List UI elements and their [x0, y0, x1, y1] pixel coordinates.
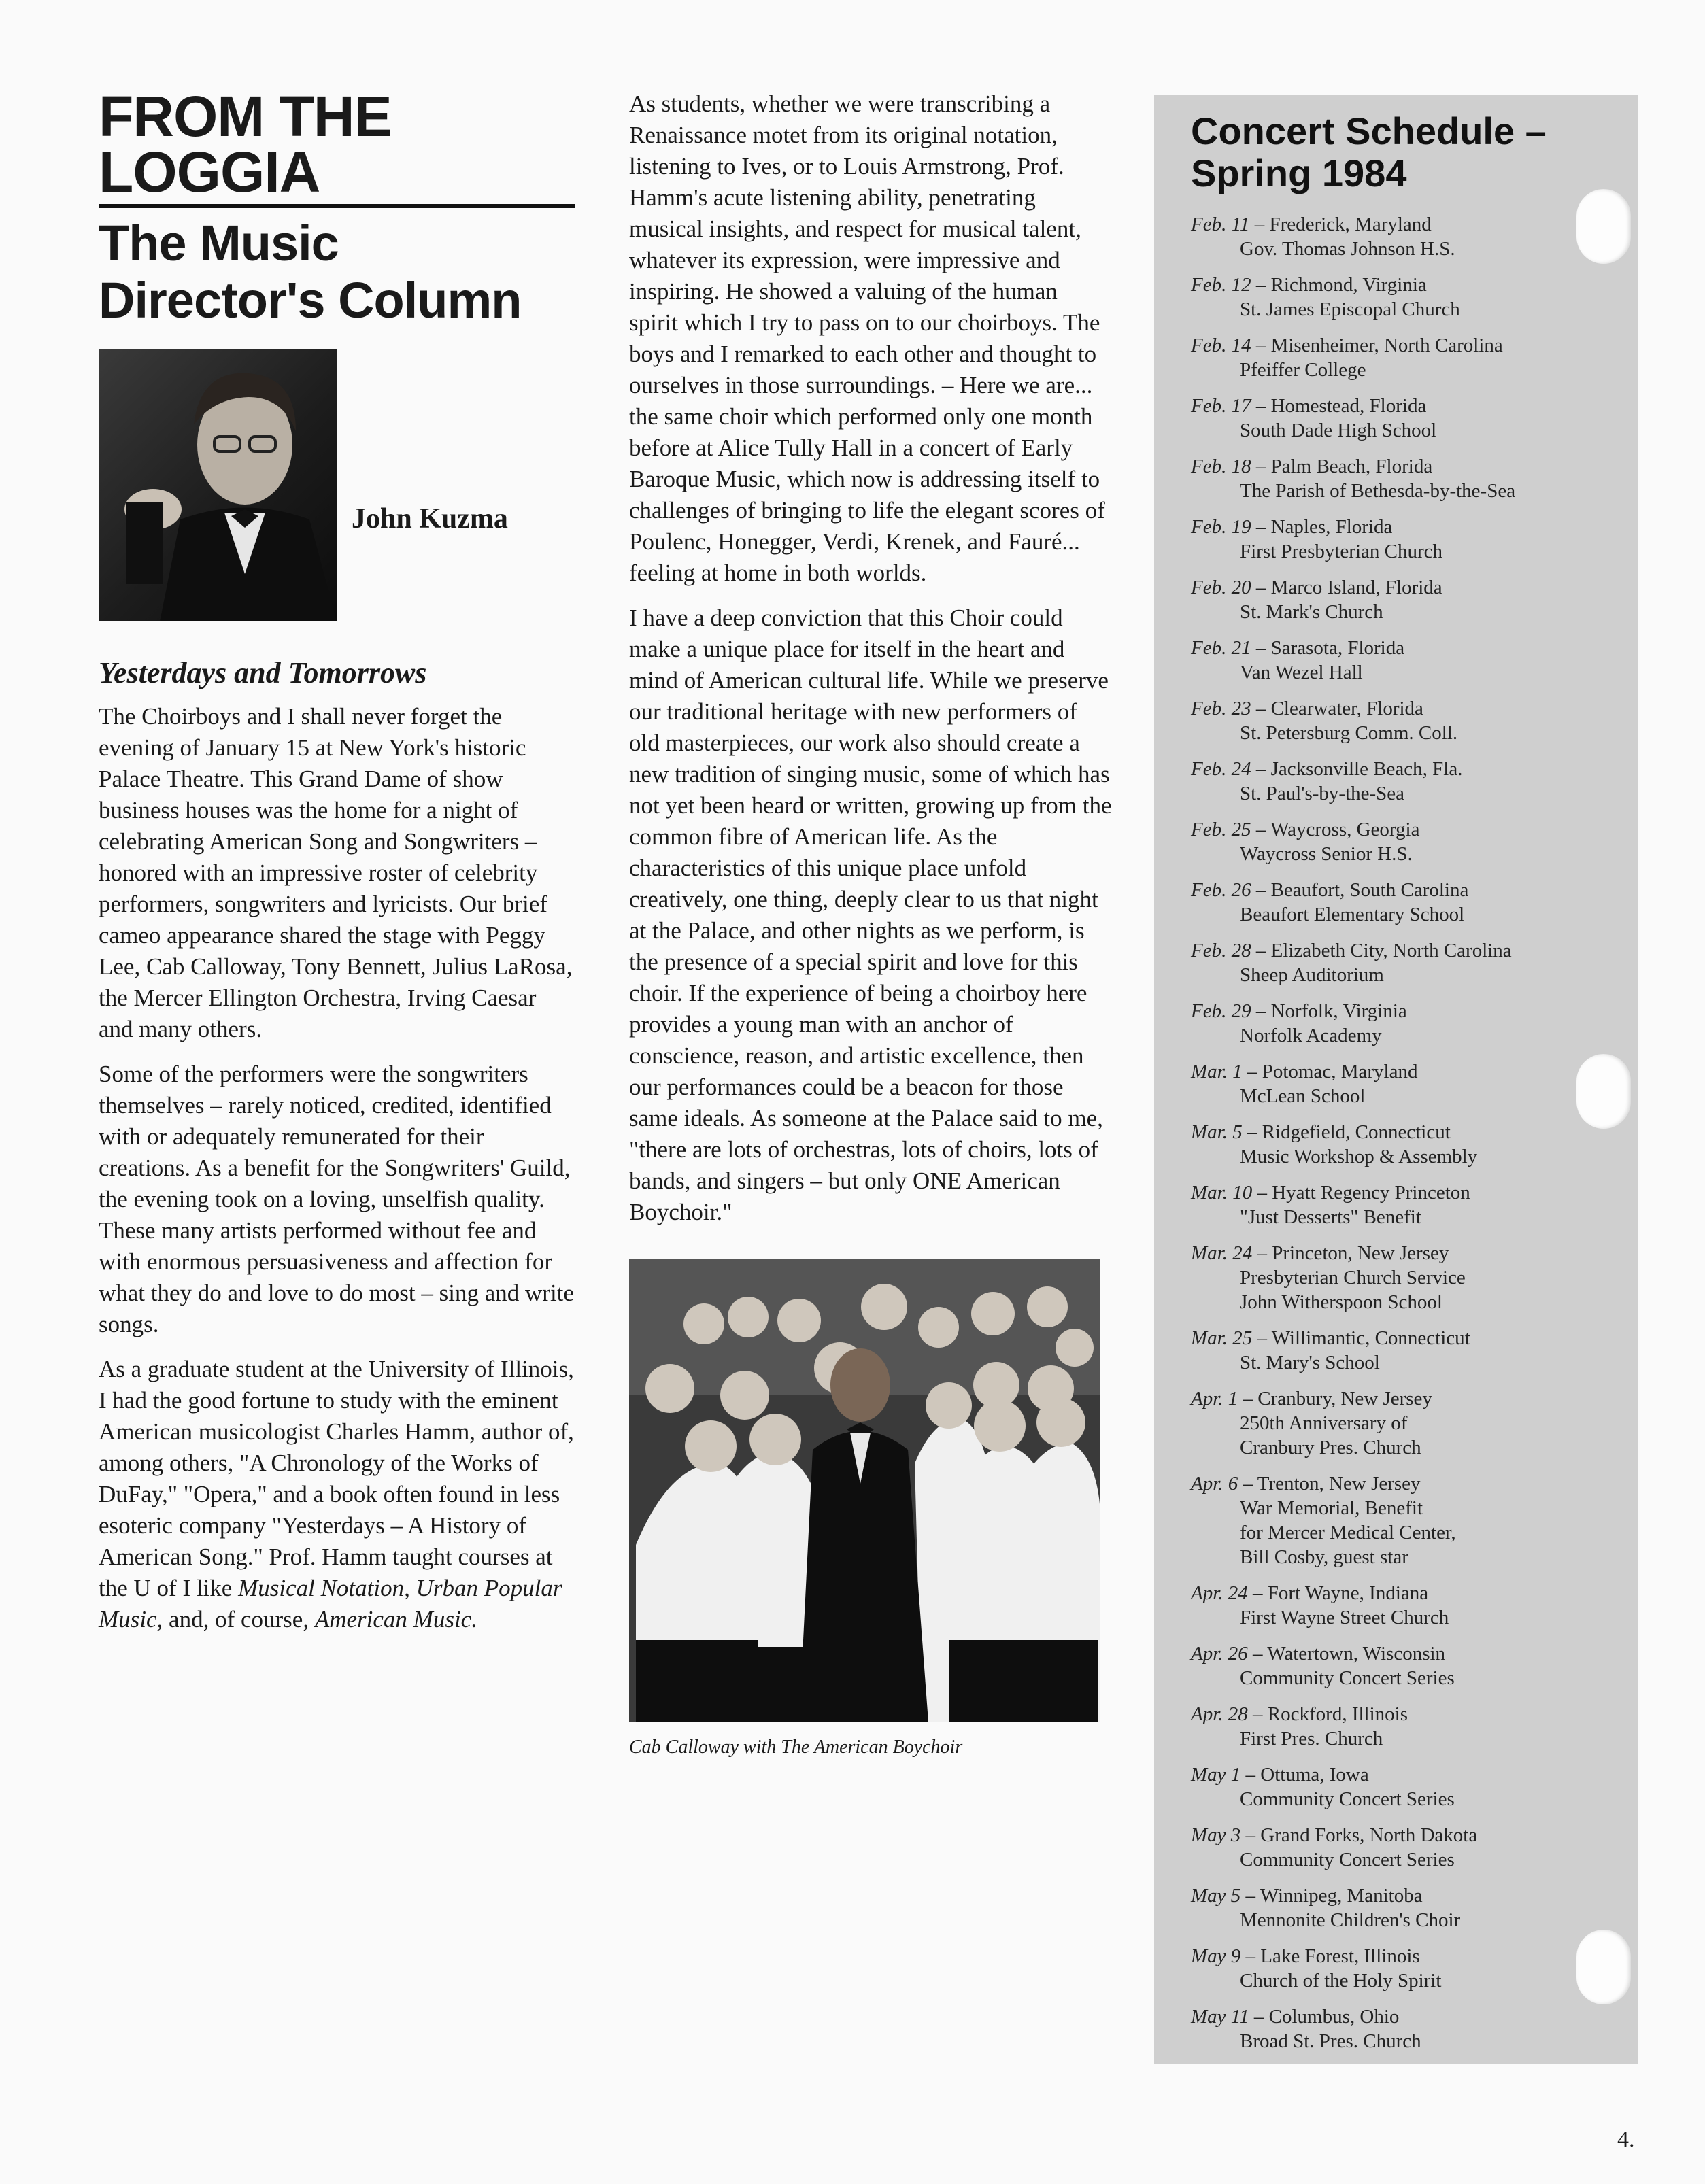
schedule-dash: –	[1251, 637, 1271, 659]
schedule-location: Misenheimer, North Carolina	[1270, 335, 1503, 356]
schedule-location: Winnipeg, Manitoba	[1260, 1885, 1423, 1907]
schedule-dash: –	[1240, 1824, 1261, 1846]
schedule-venue-line: Waycross Senior H.S.	[1240, 843, 1413, 865]
schedule-dash: –	[1251, 577, 1271, 598]
schedule-entry	[1191, 1180, 1638, 1229]
schedule-venue-line: Pfeiffer College	[1240, 359, 1366, 381]
paragraph-3	[99, 1354, 575, 1635]
schedule-entry	[1191, 1581, 1638, 1630]
schedule-dash: –	[1251, 335, 1271, 356]
schedule-entry-line-1	[1191, 878, 1638, 902]
schedule-entry	[1191, 878, 1638, 927]
schedule-entry-line-1	[1191, 1762, 1638, 1787]
schedule-location: Ridgefield, Connecticut	[1262, 1121, 1451, 1143]
schedule-dash: –	[1251, 456, 1271, 477]
schedule-location: Princeton, New Jersey	[1272, 1242, 1449, 1264]
schedule-date: Mar. 5	[1191, 1121, 1243, 1143]
schedule-entry-line-1	[1191, 1581, 1638, 1605]
schedule-venue-line: South Dade High School	[1240, 420, 1437, 441]
schedule-entry	[1191, 1702, 1638, 1751]
schedule-dash: –	[1251, 516, 1271, 538]
paragraph-2: Some of the performers were the songwriters themselves – rarely noticed, credited, identified with or adequately remunerated for their creations. As a benefit for the Songwriters' Guild, the evening took on a loving, unselfish quality. These many artists performed without fee and with enormous persuasiveness and affection for what they do and love to do most – sing and write songs.	[99, 1061, 574, 1337]
schedule-location: Grand Forks, North Dakota	[1260, 1824, 1478, 1846]
schedule-location: Naples, Florida	[1270, 516, 1393, 538]
schedule-dash: –	[1240, 1885, 1260, 1907]
schedule-entry	[1191, 1883, 1638, 1932]
schedule-entry-line-1	[1191, 273, 1638, 297]
schedule-date: Feb. 19	[1191, 516, 1251, 538]
schedule-entry	[1191, 1641, 1638, 1690]
binder-hole-top	[1576, 189, 1631, 264]
schedule-date: Mar. 25	[1191, 1327, 1253, 1349]
schedule-entry	[1191, 394, 1638, 443]
schedule-entry	[1191, 1059, 1638, 1108]
schedule-date: Apr. 26	[1191, 1643, 1248, 1665]
schedule-date: Feb. 18	[1191, 456, 1251, 477]
schedule-entry	[1191, 515, 1638, 564]
schedule-venue-line: The Parish of Bethesda-by-the-Sea	[1240, 480, 1516, 502]
schedule-entry-line-1	[1191, 1641, 1638, 1666]
schedule-date: Feb. 11	[1191, 214, 1250, 235]
portrait-image	[99, 349, 337, 621]
schedule-dash: –	[1251, 395, 1271, 417]
schedule-entry-line-1	[1191, 394, 1638, 418]
binder-hole-bottom	[1576, 1930, 1631, 2004]
schedule-entry	[1191, 696, 1638, 745]
schedule-entry-line-1	[1191, 333, 1638, 358]
schedule-dash: –	[1240, 1945, 1261, 1967]
schedule-date: Feb. 17	[1191, 395, 1251, 417]
article-subheading: Yesterdays and Tomorrows	[99, 656, 427, 689]
schedule-location: Willimantic, Connecticut	[1271, 1327, 1470, 1349]
schedule-entry	[1191, 1762, 1638, 1811]
schedule-date: Feb. 21	[1191, 637, 1251, 659]
schedule-entry-line-1	[1191, 999, 1638, 1023]
schedule-venue-line: Mennonite Children's Choir	[1240, 1909, 1461, 1931]
schedule-venue-line: Beaufort Elementary School	[1240, 904, 1465, 925]
schedule-dash: –	[1252, 1242, 1272, 1264]
schedule-entry-line-1	[1191, 817, 1638, 842]
schedule-entry-line-1	[1191, 1471, 1638, 1496]
schedule-entry	[1191, 1823, 1638, 1872]
schedule-venue-line: Norfolk Academy	[1240, 1025, 1382, 1046]
schedule-dash: –	[1251, 698, 1271, 719]
schedule-venue-line: Gov. Thomas Johnson H.S.	[1240, 238, 1455, 260]
schedule-dash: –	[1240, 1764, 1261, 1786]
middle-column	[629, 88, 1112, 1758]
schedule-location: Ottuma, Iowa	[1260, 1764, 1369, 1786]
schedule-location: Trenton, New Jersey	[1257, 1473, 1421, 1495]
concert-schedule-panel	[1154, 95, 1638, 2064]
schedule-location: Jacksonville Beach, Fla.	[1270, 758, 1463, 780]
schedule-date: Feb. 26	[1191, 879, 1251, 901]
paragraph-3-text-b: and, of course,	[163, 1606, 315, 1633]
schedule-date: May 3	[1191, 1824, 1241, 1846]
schedule-date: Apr. 28	[1191, 1703, 1248, 1725]
schedule-entry-line-1	[1191, 1120, 1638, 1144]
schedule-location: Potomac, Maryland	[1262, 1061, 1418, 1082]
schedule-entry-line-1	[1191, 1180, 1638, 1205]
schedule-dash: –	[1249, 2006, 1269, 2028]
schedule-dash: –	[1247, 1703, 1268, 1725]
schedule-location: Hyatt Regency Princeton	[1272, 1182, 1470, 1204]
schedule-entry-line-1	[1191, 1059, 1638, 1084]
schedule-entry-line-1	[1191, 2004, 1638, 2029]
schedule-date: Feb. 23	[1191, 698, 1251, 719]
schedule-venue-line: Community Concert Series	[1240, 1788, 1455, 1810]
schedule-location: Frederick, Maryland	[1269, 214, 1432, 235]
schedule-date: Feb. 28	[1191, 940, 1251, 961]
schedule-entry	[1191, 1326, 1638, 1375]
schedule-location: Fort Wayne, Indiana	[1267, 1582, 1429, 1604]
schedule-venue-line: Van Wezel Hall	[1240, 662, 1363, 683]
schedule-venue-line: Sheep Auditorium	[1240, 964, 1384, 986]
schedule-dash: –	[1238, 1473, 1257, 1495]
schedule-date: Feb. 14	[1191, 335, 1251, 356]
schedule-venue-line: John Witherspoon School	[1240, 1291, 1442, 1313]
schedule-date: Mar. 24	[1191, 1242, 1253, 1264]
schedule-location: Clearwater, Florida	[1270, 698, 1423, 719]
schedule-venue-line: St. James Episcopal Church	[1240, 298, 1460, 320]
schedule-dash: –	[1252, 1182, 1272, 1204]
schedule-location: Columbus, Ohio	[1268, 2006, 1400, 2028]
schedule-entry	[1191, 2004, 1638, 2053]
schedule-location: Homestead, Florida	[1270, 395, 1427, 417]
schedule-dash: –	[1238, 1388, 1258, 1410]
schedule-dash: –	[1251, 274, 1271, 296]
schedule-date: Feb. 20	[1191, 577, 1251, 598]
schedule-date: Apr. 6	[1191, 1473, 1238, 1495]
schedule-dash: –	[1252, 1327, 1272, 1349]
schedule-date: May 9	[1191, 1945, 1241, 1967]
schedule-entry-line-1	[1191, 515, 1638, 539]
schedule-entry	[1191, 273, 1638, 322]
schedule-venue-line: Broad St. Pres. Church	[1240, 2030, 1421, 2052]
choir-photo-image	[629, 1259, 1100, 1722]
schedule-location: Richmond, Virginia	[1270, 274, 1427, 296]
schedule-date: Feb. 25	[1191, 819, 1251, 840]
schedule-date: May 11	[1191, 2006, 1249, 2028]
schedule-dash: –	[1242, 1121, 1262, 1143]
schedule-location: Lake Forest, Illinois	[1260, 1945, 1420, 1967]
schedule-dash: –	[1247, 1582, 1268, 1604]
schedule-entry	[1191, 333, 1638, 382]
schedule-venue-line: 250th Anniversary of	[1240, 1412, 1408, 1434]
schedule-entry-line-1	[1191, 1883, 1638, 1908]
schedule-entry-line-1	[1191, 696, 1638, 721]
schedule-dash: –	[1251, 940, 1271, 961]
paragraph-5: I have a deep conviction that this Choir could make a unique place for itself in the heart and mind of American cultural life. While we preserve our traditional heritage with new performers of old masterpieces, our work also should create a new tradition of singing music, some of which has not yet been heard or written, growing up from the common fibre of American life. As the characteristics of this unique place unfold creatively, one thing, deeply clear to us that night at the Palace, and other nights as we perform, is the presence of a special spirit and love for this choir. If the experience of being a choirboy here provides a young man with an anchor of conscience, reason, and artistic excellence, then our performances could be a beacon for those same ideals. As someone at the Palace said to me, "there are lots of orchestras, lots of choirs, lots of bands, and singers – but only ONE American Boychoir."	[629, 604, 1112, 1225]
schedule-list	[1191, 212, 1638, 2053]
schedule-venue-line: Music Workshop & Assembly	[1240, 1146, 1478, 1167]
schedule-venue-line: Cranbury Pres. Church	[1240, 1437, 1421, 1458]
schedule-date: Mar. 1	[1191, 1061, 1243, 1082]
schedule-dash: –	[1251, 819, 1271, 840]
schedule-entry	[1191, 1120, 1638, 1169]
schedule-entry	[1191, 575, 1638, 624]
photo-caption: Cab Calloway with The American Boychoir	[629, 1737, 963, 1758]
schedule-location: Cranbury, New Jersey	[1257, 1388, 1432, 1410]
schedule-entry-line-1	[1191, 212, 1638, 237]
schedule-location: Elizabeth City, North Carolina	[1270, 940, 1512, 961]
schedule-dash: –	[1251, 758, 1271, 780]
schedule-title: Concert Schedule – Spring 1984	[1191, 109, 1547, 194]
schedule-location: Beaufort, South Carolina	[1270, 879, 1469, 901]
schedule-date: Apr. 24	[1191, 1582, 1248, 1604]
schedule-date: Feb. 24	[1191, 758, 1251, 780]
paragraph-1: The Choirboys and I shall never forget the evening of January 15 at New York's historic Palace Theatre. This Grand Dame of show business houses was the home for a night of celebrating American Song and Songwriters – honored with an impressive roster of celebrity performers, songwriters and lyricists. Our brief cameo appearance shared the stage with Peggy Lee, Cab Calloway, Tony Bennett, Julius LaRosa, the Mercer Ellington Orchestra, Irving Caesar and many others.	[99, 703, 573, 1042]
schedule-entry	[1191, 757, 1638, 806]
schedule-entry-line-1	[1191, 1823, 1638, 1847]
schedule-entry-line-1	[1191, 636, 1638, 660]
schedule-location: Watertown, Wisconsin	[1267, 1643, 1446, 1665]
schedule-venue-line: First Presbyterian Church	[1240, 541, 1443, 562]
schedule-entry	[1191, 1944, 1638, 1993]
schedule-entry-line-1	[1191, 575, 1638, 600]
schedule-venue-line: Church of the Holy Spirit	[1240, 1970, 1442, 1992]
schedule-location: Palm Beach, Florida	[1270, 456, 1433, 477]
schedule-dash: –	[1251, 879, 1271, 901]
schedule-date: Feb. 12	[1191, 274, 1251, 296]
schedule-entry	[1191, 1386, 1638, 1460]
schedule-venue-line: War Memorial, Benefit	[1240, 1497, 1423, 1519]
schedule-dash: –	[1249, 214, 1270, 235]
schedule-dash: –	[1242, 1061, 1262, 1082]
author-name: John Kuzma	[352, 503, 508, 534]
schedule-location: Sarasota, Florida	[1270, 637, 1405, 659]
schedule-venue-line: Community Concert Series	[1240, 1849, 1455, 1871]
schedule-venue-line: Community Concert Series	[1240, 1667, 1455, 1689]
author-block	[99, 349, 575, 621]
schedule-venue-line: St. Mark's Church	[1240, 601, 1383, 623]
schedule-entry-line-1	[1191, 938, 1638, 963]
schedule-venue-line: Presbyterian Church Service	[1240, 1267, 1466, 1289]
schedule-entry-line-1	[1191, 1386, 1638, 1411]
column-title: The Music Director's Column	[99, 215, 522, 328]
paragraph-3-course-titles: Musical Notation, Urban Popular Music,	[99, 1575, 562, 1633]
schedule-entry-line-1	[1191, 454, 1638, 479]
schedule-entry	[1191, 454, 1638, 503]
schedule-venue-line: First Pres. Church	[1240, 1728, 1383, 1750]
schedule-entry	[1191, 1471, 1638, 1569]
schedule-date: Feb. 29	[1191, 1000, 1251, 1022]
schedule-venue-line: St. Petersburg Comm. Coll.	[1240, 722, 1458, 744]
schedule-venue-line: "Just Desserts" Benefit	[1240, 1206, 1421, 1228]
schedule-entry	[1191, 1241, 1638, 1314]
schedule-date: Apr. 1	[1191, 1388, 1238, 1410]
paragraph-3-course-american-music: American Music.	[314, 1606, 477, 1633]
schedule-location: Marco Island, Florida	[1270, 577, 1442, 598]
schedule-entry-line-1	[1191, 1326, 1638, 1350]
schedule-venue-line: St. Mary's School	[1240, 1352, 1380, 1373]
schedule-dash: –	[1251, 1000, 1271, 1022]
author-portrait	[99, 349, 337, 621]
schedule-venue-line: Bill Cosby, guest star	[1240, 1546, 1408, 1568]
schedule-entry	[1191, 938, 1638, 987]
schedule-entry-line-1	[1191, 757, 1638, 781]
schedule-entry-line-1	[1191, 1944, 1638, 1968]
schedule-venue-line: McLean School	[1240, 1085, 1366, 1107]
schedule-entry	[1191, 999, 1638, 1048]
title-rule	[99, 204, 575, 208]
schedule-date: May 1	[1191, 1764, 1241, 1786]
schedule-venue-line: St. Paul's-by-the-Sea	[1240, 783, 1405, 804]
schedule-venue-line: First Wayne Street Church	[1240, 1607, 1449, 1628]
left-column	[99, 84, 575, 1649]
paragraph-4: As students, whether we were transcribing a Renaissance motet from its original notation, listening to Ives, or to Louis Armstrong, Prof. Hamm's acute listening ability, penetrating musical insights, and respect for musical talent, whatever its expression, were impressive and inspiring. He showed a valuing of the human spirit which I try to pass on to our choirboys. The boys and I remarked to each other and thought to ourselves in those surroundings. – Here we are... the same choir which performed only one month before at Alice Tully Hall in a concert of Early Baroque Music, which now is addressing itself to challenges of bringing to life the elegant scores of Poulenc, Honegger, Verdi, Krenek, and Fauré... feeling at home in both worlds.	[629, 90, 1105, 586]
schedule-entry-line-1	[1191, 1241, 1638, 1265]
schedule-entry	[1191, 636, 1638, 685]
schedule-entry-line-1	[1191, 1702, 1638, 1726]
schedule-dash: –	[1247, 1643, 1268, 1665]
page-number: 4.	[1617, 2127, 1635, 2152]
schedule-location: Rockford, Illinois	[1267, 1703, 1408, 1725]
schedule-entry	[1191, 212, 1638, 261]
schedule-date: May 5	[1191, 1885, 1241, 1907]
group-photo	[629, 1259, 1100, 1722]
binder-hole-middle	[1576, 1054, 1631, 1129]
section-title: FROM THE LOGGIA	[99, 84, 392, 204]
schedule-location: Waycross, Georgia	[1270, 819, 1420, 840]
schedule-venue-line: for Mercer Medical Center,	[1240, 1522, 1456, 1543]
schedule-date: Mar. 10	[1191, 1182, 1253, 1204]
schedule-entry	[1191, 817, 1638, 866]
schedule-location: Norfolk, Virginia	[1270, 1000, 1407, 1022]
paragraph-3-text-a: As a graduate student at the University of Illinois, I had the good fortune to study with the eminent American musicologist Charles Hamm, author of, among others, "A Chronology of the Works of DuFay," "Opera," and a book often found in less esoteric company "Yesterdays – A History of American Song." Prof. Hamm taught courses at the U of I like	[99, 1356, 574, 1601]
